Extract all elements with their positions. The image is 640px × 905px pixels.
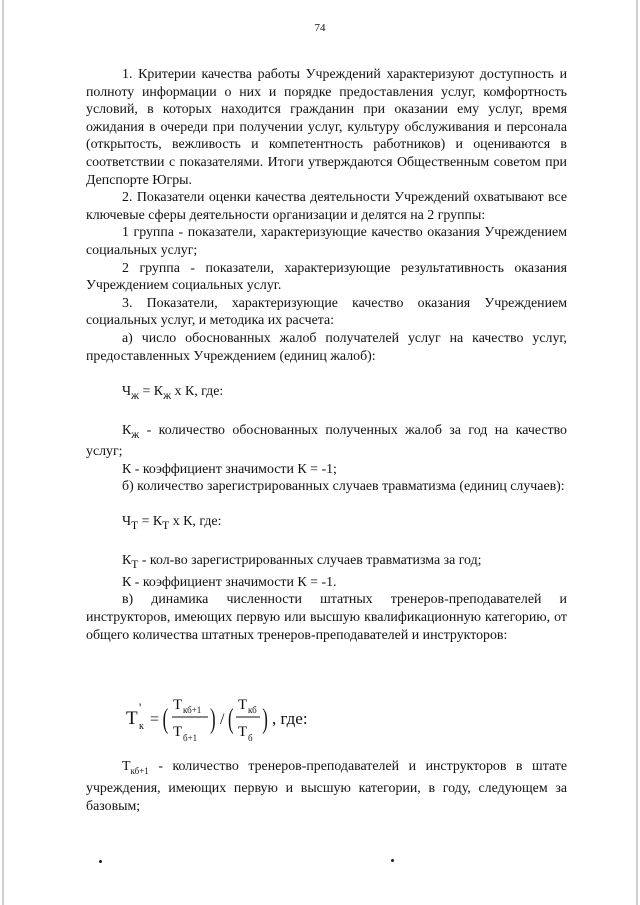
scan-left-edge bbox=[2, 0, 4, 905]
svg-text:б: б bbox=[248, 733, 253, 743]
svg-text:Т: Т bbox=[238, 697, 248, 713]
definition-t-kb1: $Т_{кб+1}$ - количество тренеров-преподавателей и инструкторов в штате учреждения, имеющих первую и высшую категории, в году, следующем за базовым; bbox=[86, 759, 567, 814]
page-number: 74 bbox=[314, 22, 326, 34]
item-a: а) число обоснованных жалоб получателей услуг на качество услуг, предоставленных Учреждением (единиц жалоб): bbox=[86, 330, 567, 364]
svg-text:б+1: б+1 bbox=[183, 733, 198, 743]
scan-right-edge bbox=[636, 0, 638, 905]
item-c: в) динамика численности штатных тренеров-преподавателей и инструкторов, имеющих первую или высшую квалификационную категорию, от общего количества штатных тренеров-преподавателей и инструкторов: bbox=[86, 592, 567, 643]
svg-text:кб: кб bbox=[248, 705, 257, 715]
paragraph-quality-indicators: 3. Показатели, характеризующие качество оказания Учреждением социальных услуг, и методика их расчета: bbox=[86, 295, 567, 329]
svg-text:Т: Т bbox=[173, 697, 183, 713]
scan-speck bbox=[99, 860, 102, 863]
formula-injuries: $Ч_Т = К_Т$ х К, где: bbox=[122, 514, 222, 533]
svg-text:=: = bbox=[150, 711, 160, 728]
svg-text:к: к bbox=[139, 721, 144, 732]
definition-k-coefficient-a: К - коэффициент значимости К = -1; bbox=[122, 461, 337, 477]
paragraph-group-2: 2 группа - показатели, характеризующие результативность оказания Учреждением социальных услуг. bbox=[86, 260, 567, 294]
definition-block-c bbox=[86, 758, 567, 816]
svg-text:(: ( bbox=[228, 702, 234, 735]
svg-text:): ) bbox=[262, 702, 268, 735]
paragraph-indicators: 2. Показатели оценки качества деятельности Учреждений охватывают все ключевые сферы деятельности организации и делятся на 2 группы: bbox=[86, 190, 567, 223]
paragraph-group-1: 1 группа - показатели, характеризующие качество оказания Учреждением социальных услуг; bbox=[86, 225, 567, 258]
svg-text:(: ( bbox=[162, 702, 169, 735]
svg-text:Т: Т bbox=[126, 708, 138, 729]
definition-k-injuries: $К_Т - кол-во$ зарегистрированных случаев травматизма за год; bbox=[122, 553, 482, 572]
scan-speck bbox=[391, 859, 394, 862]
definition-k-complaints: $К_ж$ - количество обоснованных полученных жалоб за год на качество услуг; bbox=[86, 422, 567, 460]
document-body bbox=[86, 66, 567, 644]
svg-text:': ' bbox=[139, 700, 142, 715]
svg-text:Т: Т bbox=[173, 724, 183, 740]
item-b: б) количество зарегистрированных случаев травматизма (единиц случаев): bbox=[122, 479, 565, 495]
svg-text:, где:: , где: bbox=[272, 709, 308, 728]
svg-text:/: / bbox=[220, 711, 225, 728]
svg-text:): ) bbox=[210, 702, 216, 735]
paragraph-criteria: 1. Критерии качества работы Учреждений характеризуют доступность и полноту информации о них и порядке предоставления услуг, комфортность условий, в которых находится гражданин при оказании ему услуг, время ожидания в очереди при получении услуг, культуру обслуживания и персонала (открытость, вежливость и компетентность работников) и оцениваются в соответствии с показателями. Итоги утверждаются Общественным советом при Депспорте Югры. bbox=[86, 67, 567, 188]
svg-text:Т: Т bbox=[238, 724, 248, 740]
formula-complaints: $Ч_ж = К_ж$ х К, где: bbox=[122, 383, 224, 402]
formula-trainers-dynamics bbox=[126, 692, 426, 748]
definition-k-coefficient-b: К - коэффициент значимости К = -1. bbox=[122, 574, 337, 590]
svg-text:кб+1: кб+1 bbox=[183, 705, 202, 715]
